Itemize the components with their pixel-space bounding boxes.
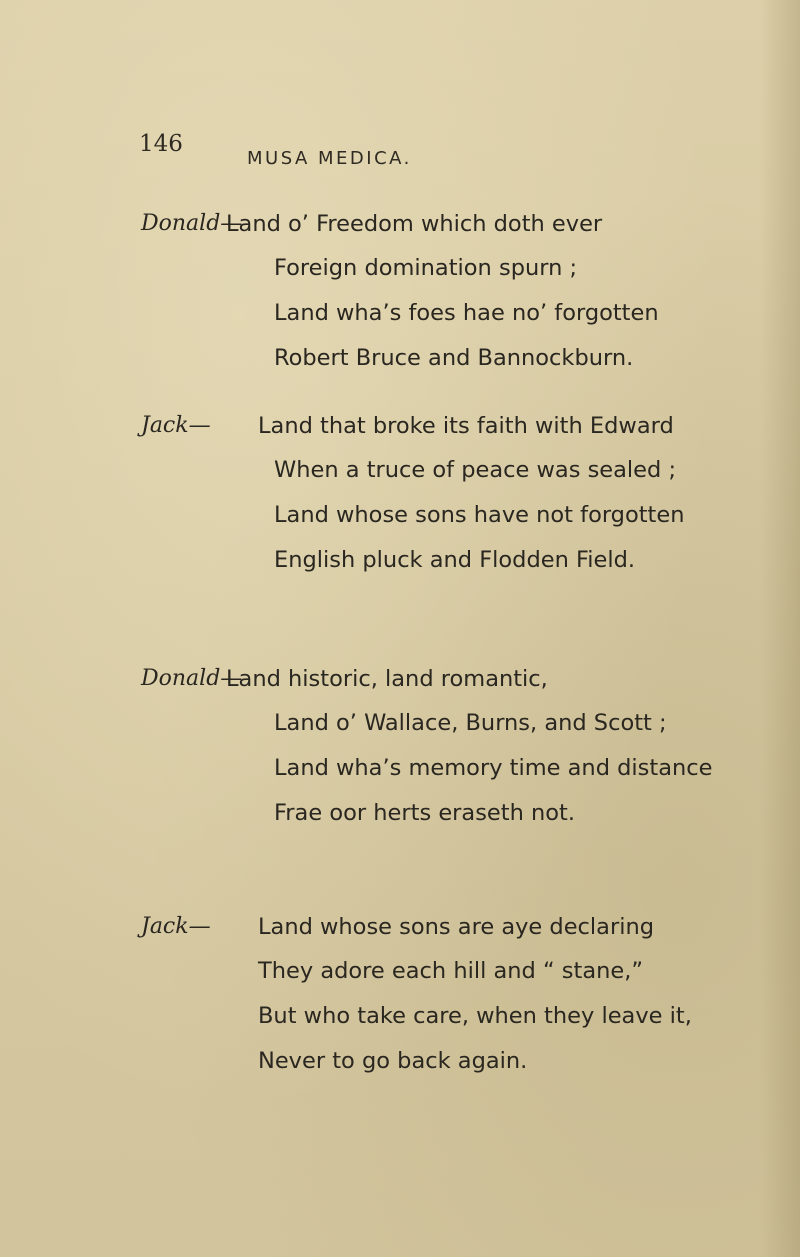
verse-line: Land o’ Wallace, Burns, and Scott ; — [274, 710, 667, 736]
verse-line: Robert Bruce and Bannockburn. — [274, 345, 634, 371]
verse-line: Never to go back again. — [258, 1048, 528, 1074]
speaker-label: Jack— — [141, 413, 211, 438]
page-number: 146 — [139, 131, 183, 157]
verse-line: When a truce of peace was sealed ; — [274, 457, 677, 483]
verse-line: English pluck and Flodden Field. — [274, 547, 636, 573]
verse-line: Land wha’s memory time and distance — [274, 755, 713, 781]
speaker-label: Donald— — [141, 211, 243, 236]
verse-line: Land whose sons are aye declaring — [258, 914, 655, 940]
verse-line: Land whose sons have not forgotten — [274, 502, 685, 528]
verse-line: Foreign domination spurn ; — [274, 255, 578, 281]
speaker-label: Donald— — [141, 666, 243, 691]
running-title: MUSA MEDICA. — [247, 148, 412, 169]
verse-line: Land o’ Freedom which doth ever — [226, 211, 603, 237]
verse-line: Land that broke its faith with Edward — [258, 413, 674, 439]
speaker-label: Jack— — [141, 914, 211, 939]
verse-line: But who take care, when they leave it, — [258, 1003, 692, 1029]
verse-line: Land wha’s foes hae no’ forgotten — [274, 300, 659, 326]
verse-line: They adore each hill and “ stane,” — [258, 958, 644, 984]
verse-line: Frae oor herts eraseth not. — [274, 800, 576, 826]
verse-line: Land historic, land romantic, — [226, 666, 548, 692]
